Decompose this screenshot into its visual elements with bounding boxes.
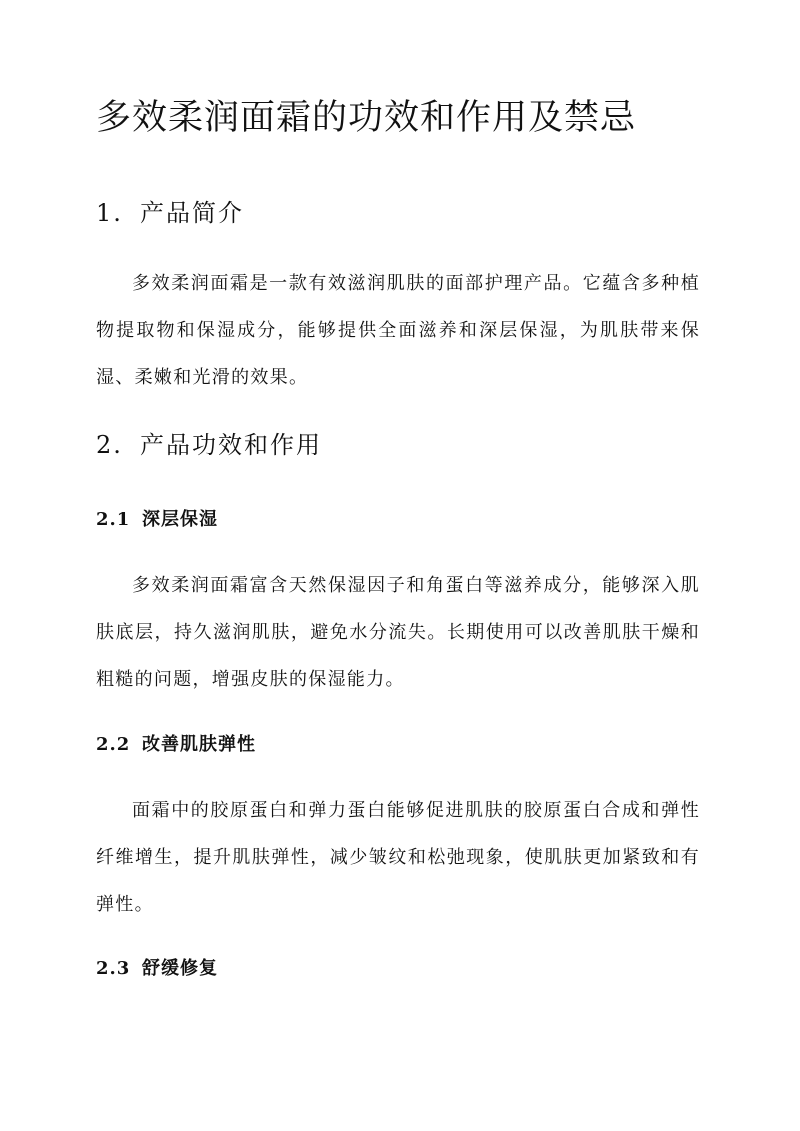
subsection-paragraph-elasticity: 面霜中的胶原蛋白和弹力蛋白能够促进肌肤的胶原蛋白合成和弹性纤维增生，提升肌肤弹性，减少皱纹和松弛现象，使肌肤更加紧致和有弹性。 [96, 800, 700, 915]
subsection-heading-elasticity [96, 731, 716, 759]
subsection-heading-text: 舒缓修复 [142, 958, 218, 979]
section-number: 1. [96, 199, 123, 227]
section-paragraph-intro: 多效柔润面霜是一款有效滋润肌肤的面部护理产品。它蕴含多种植物提取物和保湿成分，能够提供全面滋养和深层保湿，为肌肤带来保湿、柔嫩和光滑的效果。 [96, 273, 700, 388]
document-title: 多效柔润面霜的功效和作用及禁忌 [96, 98, 637, 138]
subsection-number: 2.1 [96, 509, 131, 530]
subsection-heading-text: 改善肌肤弹性 [142, 734, 256, 755]
subsection-heading-text: 深层保湿 [142, 509, 218, 530]
subsection-number: 2.3 [96, 958, 131, 979]
section-number: 2. [96, 431, 123, 459]
subsection-number: 2.2 [96, 734, 131, 755]
subsection-heading-soothing [96, 955, 716, 983]
section-heading-intro [96, 196, 716, 230]
subsection-paragraph-moisturizing: 多效柔润面霜富含天然保湿因子和角蛋白等滋养成分，能够深入肌肤底层，持久滋润肌肤，避免水分流失。长期使用可以改善肌肤干燥和粗糙的问题，增强皮肤的保湿能力。 [96, 575, 700, 690]
section-heading-text: 产品简介 [140, 199, 244, 227]
section-heading-text: 产品功效和作用 [140, 431, 322, 459]
section-heading-effects [96, 428, 716, 462]
subsection-heading-moisturizing [96, 506, 716, 534]
